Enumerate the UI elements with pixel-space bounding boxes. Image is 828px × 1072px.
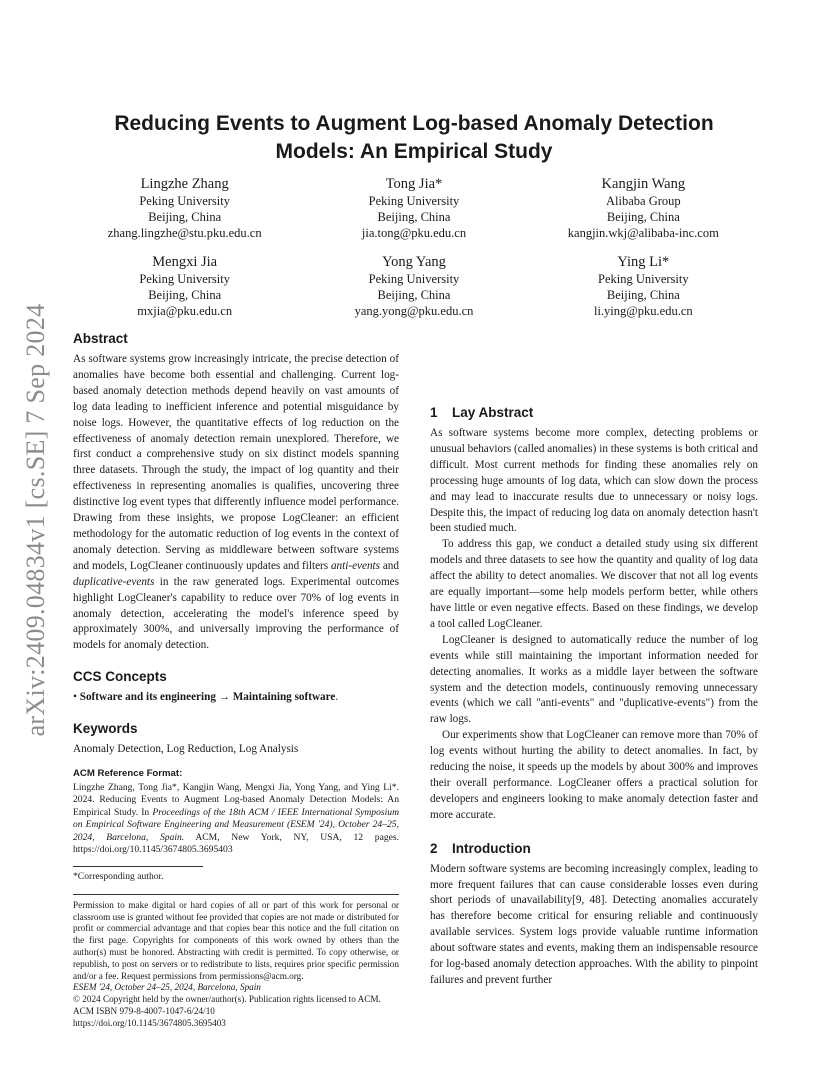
ccs-concept: • Software and its engineering → Maintaining software. (73, 691, 339, 704)
author-name: Tong Jia* (385, 176, 443, 192)
author-card (529, 253, 758, 319)
author-location: Beijing, China (148, 210, 222, 224)
author-email[interactable]: yang.yong@pku.edu.cn (354, 304, 474, 318)
author-affiliation: Peking University (139, 272, 230, 286)
author-name: Yong Yang (382, 254, 446, 270)
doi-link[interactable]: https://doi.org/10.1145/3674805.3695403 (73, 1017, 226, 1028)
venue-line: ESEM '24, October 24–25, 2024, Barcelona, Spain (73, 982, 261, 993)
isbn-line: ACM ISBN 979-8-4007-1047-6/24/10 (73, 1006, 215, 1017)
author-affiliation: Peking University (598, 272, 689, 286)
author-card (70, 175, 299, 241)
author-email[interactable]: zhang.lingzhe@stu.pku.edu.cn (107, 226, 262, 240)
author-location: Beijing, China (377, 288, 451, 302)
right-column (430, 332, 758, 989)
corresponding-author-note: *Corresponding author. (73, 871, 164, 883)
introduction-heading: 2 Introduction (430, 840, 531, 856)
lay-abstract-p2: To address this gap, we conduct a detailed study using six different models and three datasets to see how the quantity and quality of log data affect the ability to detect anomalies. We discover that not all log events are equally important—some help models perform better, while others have little or even negative effects. Based on these findings, we develop a tool called LogCleaner. (430, 538, 758, 630)
left-column (73, 330, 399, 1030)
author-card (70, 253, 299, 319)
paper-title: Reducing Events to Augment Log-based Anomaly Detection Models: An Empirical Study (114, 112, 714, 163)
author-name: Ying Li* (617, 254, 670, 270)
lay-abstract-p1: As software systems become more complex, detecting problems or unusual behaviors (called anomalies) in these systems is both critical and difficult. Most current methods for finding these anomalies rely on processing huge amounts of log data, which can slow down the process and may lead to inaccurate results due to unnecessary or noisy logs. Despite this, the impact of reducing log data on anomaly detection hasn't been studied much. (430, 427, 758, 535)
author-email[interactable]: li.ying@pku.edu.cn (593, 304, 693, 318)
author-card (299, 175, 528, 241)
author-location: Beijing, China (606, 288, 680, 302)
acm-reference-text: Lingzhe Zhang, Tong Jia*, Kangjin Wang, Mengxi Jia, Yong Yang, and Ying Li*. 2024. Reducing Events to Augment Log-based Anomaly Detection Models: An Empirical Study. In Proceedings of the 18th ACM / IEEE International Symposium on Empirical Software Engineering and Measurement (ESEM '24), October 24–25, 2024, Barcelona, Spain. ACM, New York, NY, USA, 12 pages. https://doi.org/10.1145/3674805.3695403 (73, 782, 400, 856)
author-affiliation: Alibaba Group (606, 194, 681, 208)
introduction-p1: Modern software systems are becoming increasingly complex, leading to more frequent failures that can cause considerable losses even during short periods of unavailability[9, 48]. Detecting anomalies accurately has therefore become critical for ensuring reliable and continuously available services. System logs provide valuable runtime information about software states and events, making them an indispensable resource for log-based anomaly detection approaches. With the ability to pinpoint failures and prevent further (430, 862, 758, 986)
acm-reference-heading: ACM Reference Format: (73, 768, 183, 780)
arxiv-sidebar (16, 300, 56, 740)
author-affiliation: Peking University (139, 194, 230, 208)
author-name: Kangjin Wang (601, 176, 686, 192)
lay-abstract-heading: 1 Lay Abstract (430, 405, 534, 420)
lay-abstract-p3: LogCleaner is designed to automatically reduce the number of log events while still maintaining the important information needed for detecting anomalies. It works as a middle layer between the software system and the detection models, continuously removing unnecessary events (which we call "anti-events" and "duplicative-events") from the raw logs. (430, 633, 758, 726)
author-affiliation: Peking University (368, 194, 460, 208)
permission-notice: Permission to make digital or hard copies of all or part of this work for personal or classroom use is granted without fee provided that copies are not made or distributed for profit or commercial advantage and that copies bear this notice and the full citation on the first page. Copyrights for components of this work owned by others than the author(s) must be honored. Abstracting with credit is permitted. To copy otherwise, or republish, to post on servers or to redistribute to lists, requires prior specific permission and/or a fee. Request permissions from permissions@acm.org. (73, 899, 399, 981)
author-card (299, 253, 528, 319)
author-affiliation: Peking University (368, 272, 460, 286)
permission-rule (73, 894, 399, 895)
author-email[interactable]: jia.tong@pku.edu.cn (361, 226, 467, 240)
footnote-rule (73, 866, 203, 867)
author-name: Mengxi Jia (152, 254, 218, 270)
author-location: Beijing, China (606, 210, 680, 224)
author-email[interactable]: mxjia@pku.edu.cn (137, 304, 233, 318)
author-card (529, 175, 758, 241)
author-block (70, 175, 758, 319)
author-location: Beijing, China (148, 288, 222, 302)
keywords-heading: Keywords (73, 721, 138, 737)
arxiv-identifier: arXiv:2409.04834v1 [cs.SE] 7 Sep 2024 (21, 303, 50, 737)
keywords-text: Anomaly Detection, Log Reduction, Log Analysis (73, 743, 299, 756)
author-name: Lingzhe Zhang (140, 176, 229, 192)
abstract-text: As software systems grow increasingly intricate, the precise detection of anomalies have become both essential and challenging. Current log-based anomaly detection methods depend heavily on vast amounts of log data leading to inefficient inference and potential misguidance by noise logs. However, the quantitative effects of log reduction on the effectiveness of anomaly detection remain unexplored. Therefore, we first conduct a comprehensive study on six distinct models spanning three datasets. Through the study, the impact of log quantity and their effectiveness in representing anomalies is qualifies, uncovering three distinctive log event types that differently influence model performance. Drawing from these insights, we propose LogCleaner: an efficient methodology for the automatic reduction of log events in the context of anomaly detection. Serving as middleware between software systems and models, LogCleaner continuously updates and filters anti-events and duplicative-events in the raw generated logs. Experimental outcomes highlight LogCleaner's capability to reduce over 70% of log events in anomaly detection, accelerating the model's inference speed by approximately 300%, and universally improving the performance of models for anomaly detection. (73, 353, 399, 652)
author-email[interactable]: kangjin.wkj@alibaba-inc.com (567, 226, 719, 240)
abstract-heading: Abstract (73, 331, 128, 346)
lay-abstract-p4: Our experiments show that LogCleaner can remove more than 70% of log events without hurting the ability to detect anomalies. In fact, by reducing the noise, it speeds up the models by about 300% and improves their overall performance. LogCleaner offers a practical solution for developers and engineers looking to make anomaly detection faster and more accurate. (430, 729, 758, 821)
copyright-line: © 2024 Copyright held by the owner/author(s). Publication rights licensed to ACM. (73, 994, 381, 1005)
ccs-heading: CCS Concepts (73, 669, 167, 685)
author-location: Beijing, China (377, 210, 451, 224)
